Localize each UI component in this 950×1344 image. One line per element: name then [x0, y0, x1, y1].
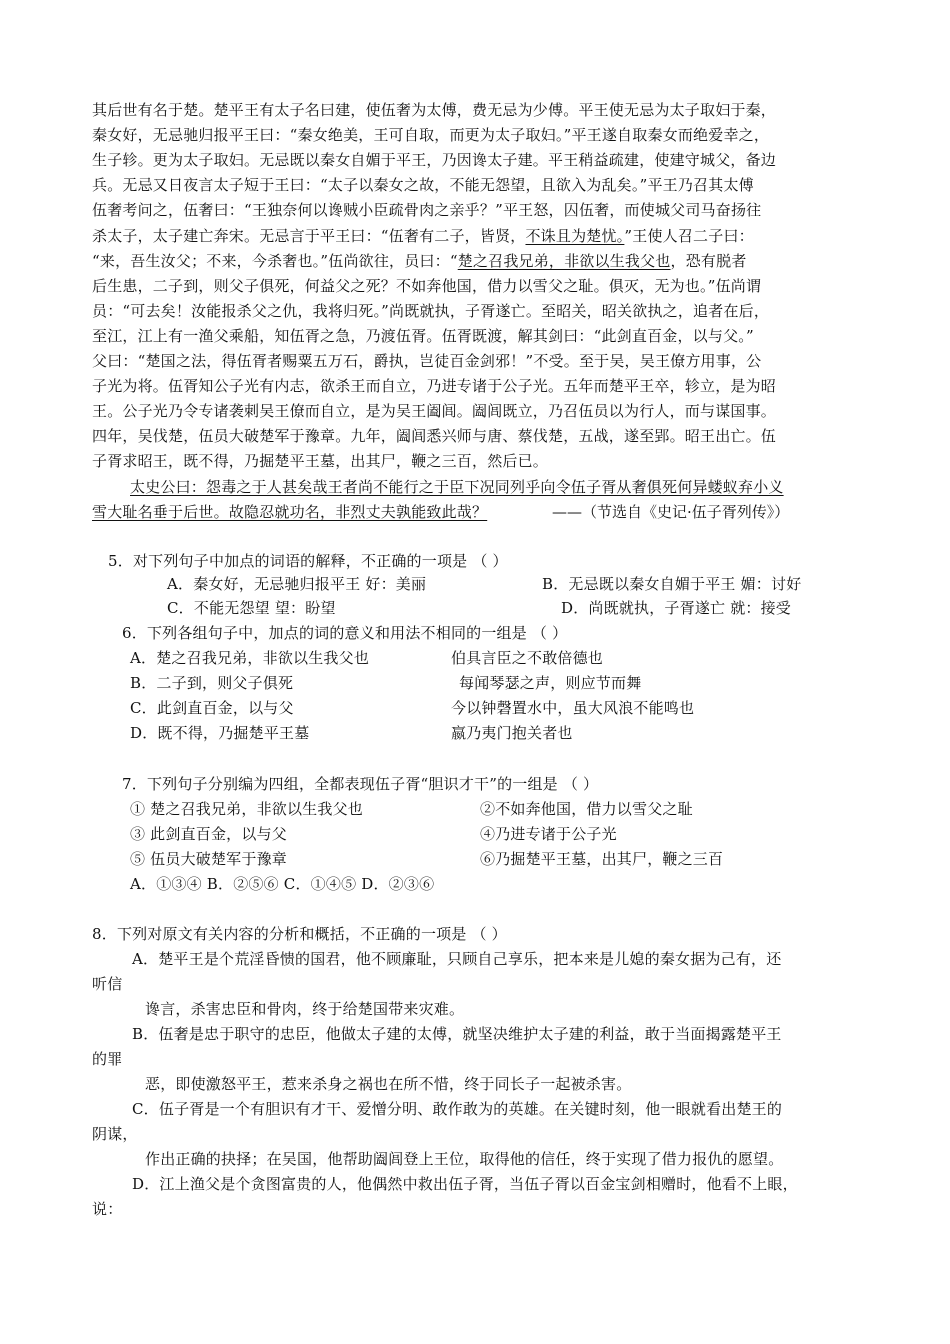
q6-option-a-left: A．楚之召我兄弟，非欲以生我父也 — [130, 649, 370, 667]
q8-a-line-3: 谗言，杀害忠臣和骨肉，终于给楚国带来灾难。 — [145, 1000, 465, 1018]
q8-c-line-3: 作出正确的抉择；在吴国，他帮助阖闾登上王位，取得他的信任，终于实现了借力报仇的愿望。 — [145, 1150, 784, 1168]
passage-text: ”王使人召二子曰： — [624, 227, 754, 245]
q8-stem: 8．下列对原文有关内容的分析和概括，不正确的一项是 （ ） — [92, 925, 507, 943]
q6-option-b-right: 每闻琴瑟之声，则应节而舞 — [459, 674, 642, 692]
q8-b-line-1: B．伍奢是忠于职守的忠臣，他做太子建的太傅，就坚决维护太子建的利益，敢于当面揭露楚平王 — [132, 1025, 782, 1043]
passage-text: ，恐有脱者 — [670, 252, 747, 270]
passage-line-15: 子胥求昭王，既不得，乃掘楚平王墓，出其尸，鞭之三百，然后已。 — [92, 452, 549, 470]
passage-line-1: 其后世有名于楚。楚平王有太子名曰建，使伍奢为太傅，费无忌为少傅。平王使无忌为太子取妇于秦， — [92, 101, 777, 119]
q8-d-line-1: D．江上渔父是个贪图富贵的人，他偶然中救出伍子胥，当伍子胥以百金宝剑相赠时，他看不上眼， — [132, 1175, 798, 1193]
passage-line-6 — [92, 227, 754, 245]
taishigong-line-2 — [92, 503, 487, 521]
q8-a-line-1: A．楚平王是个荒淫昏愦的国君，他不顾廉耻，只顾自己享乐，把本来是儿媳的秦女据为己有，还 — [132, 950, 782, 968]
passage-line-12: 子光为将。伍胥知公子光有内志，欲杀王而自立，乃进专诸于公子光。五年而楚平王卒，轸立，是为昭 — [92, 377, 777, 395]
q7-item-2: ②不如奔他国，借力以雪父之耻 — [480, 800, 693, 818]
q6-option-d-right: 嬴乃夷门抱关者也 — [451, 724, 573, 742]
q6-option-b-left: B．二子到，则父子俱死 — [130, 674, 294, 692]
source-citation: ——（节选自《史记·伍子胥列传》） — [552, 503, 790, 521]
q5-option-a: A．秦女好，无忌驰归报平王 好：美丽 — [167, 575, 427, 593]
q7-item-1: ① 楚之召我兄弟，非欲以生我父也 — [130, 800, 363, 818]
q6-option-d-left: D．既不得，乃掘楚平王墓 — [130, 724, 310, 742]
passage-line-13: 王。公子光乃令专诸袭刺吴王僚而自立，是为吴王阖闾。阖闾既立，乃召伍员以为行人，而与谋国事。 — [92, 402, 777, 420]
q8-d-line-2: 说： — [92, 1200, 123, 1218]
q8-b-line-2: 的罪 — [92, 1050, 123, 1068]
passage-line-8: 后生患，二子到，则父子俱死，何益父之死？不如奔他国，借力以雪父之耻。俱灭，无为也。”伍尚谓 — [92, 277, 762, 295]
passage-line-10: 至江，江上有一渔父乘船，知伍胥之急，乃渡伍胥。伍胥既渡，解其剑曰：“此剑直百金，以与父。” — [92, 327, 754, 345]
q5-option-c: C．不能无怨望 望：盼望 — [167, 599, 336, 617]
q7-item-3: ③ 此剑直百金，以与父 — [130, 825, 287, 843]
passage-line-11: 父曰：“楚国之法，得伍胥者赐粟五万石，爵执，岂徒百金剑邪！”不受。至于吴，吴王僚方用事，公 — [92, 352, 762, 370]
q8-a-line-2: 听信 — [92, 975, 123, 993]
q7-stem: 7．下列句子分别编为四组，全都表现伍子胥“胆识才干”的一组是 （ ） — [122, 775, 599, 793]
passage-line-7 — [92, 252, 747, 270]
q7-choices: A．①③④ B．②⑤⑥ C．①④⑤ D．②③⑥ — [130, 875, 435, 893]
underlined-sentence-2: 楚之召我兄弟，非欲以生我父也 — [457, 252, 671, 270]
q7-item-5: ⑤ 伍员大破楚军于豫章 — [130, 850, 287, 868]
passage-line-2: 秦女好，无忌驰归报平王曰：“秦女绝美，王可自取，而更为太子取妇。”平王遂自取秦女而绝爱幸之， — [92, 126, 770, 144]
q7-item-4: ④乃进专诸于公子光 — [480, 825, 617, 843]
q6-option-c-left: C．此剑直百金，以与父 — [130, 699, 294, 717]
q6-stem: 6．下列各组句子中，加点的词的意义和用法不相同的一组是 （ ） — [122, 624, 568, 642]
passage-line-4: 兵。无忌又日夜言太子短于王曰：“太子以秦女之故，不能无怨望，且欲入为乱矣。”平王乃召其太傅 — [92, 176, 754, 194]
q8-c-line-2: 阴谋， — [92, 1125, 138, 1143]
q5-stem: 5．对下列句子中加点的词语的解释，不正确的一项是 （ ） — [108, 552, 508, 570]
q8-b-line-3: 恶，即使激怒平王，惹来杀身之祸也在所不惜，终于同长子一起被杀害。 — [145, 1075, 632, 1093]
taishigong-line-1: 太史公曰：怨毒之于人甚矣哉王者尚不能行之于臣下况同列乎向令伍子胥从奢俱死何异蝼蚁弃小义 — [130, 478, 784, 496]
passage-line-3: 生子轸。更为太子取妇。无忌既以秦女自媚于平王，乃因谗太子建。平王稍益疏建，使建守城父，备边 — [92, 151, 777, 169]
q5-option-d: D．尚既就执，子胥遂亡 就：接受 — [561, 599, 791, 617]
passage-text: “来，吾生汝父；不来，今杀奢也。”伍尚欲往，员曰：“ — [92, 252, 458, 270]
q5-option-b: B．无忌既以秦女自媚于平王 媚：讨好 — [542, 575, 802, 593]
q8-c-line-1: C．伍子胥是一个有胆识有才干、爱憎分明、敢作敢为的英雄。在关键时刻，他一眼就看出楚王的 — [132, 1100, 783, 1118]
taishigong-underlined: 雪大耻名垂于后世。故隐忍就功名，非烈丈夫孰能致此哉？ — [92, 503, 488, 521]
passage-line-5: 伍奢考问之，伍奢曰：“王独奈何以谗贼小臣疏骨肉之亲乎？”平王怒，囚伍奢，而使城父司马奋扬往 — [92, 201, 762, 219]
q6-option-a-right: 伯具言臣之不敢倍德也 — [451, 649, 604, 667]
q6-option-c-right: 今以钟磬置水中，虽大风浪不能鸣也 — [451, 699, 695, 717]
underlined-sentence-1: 不诛且为楚忧。 — [525, 227, 625, 245]
q7-item-6: ⑥乃掘楚平王墓，出其尸，鞭之三百 — [480, 850, 724, 868]
passage-line-9: 员：“可去矣！汝能报杀父之仇，我将归死。”尚既就执，子胥遂亡。至昭关，昭关欲执之，追者在后， — [92, 302, 770, 320]
passage-text: 杀太子，太子建亡奔宋。无忌言于平王曰：“伍奢有二子，皆贤， — [92, 227, 526, 245]
passage-line-14: 四年，吴伐楚，伍员大破楚军于豫章。九年，阖闾悉兴师与唐、蔡伐楚，五战，遂至郢。昭王出亡。伍 — [92, 427, 777, 445]
